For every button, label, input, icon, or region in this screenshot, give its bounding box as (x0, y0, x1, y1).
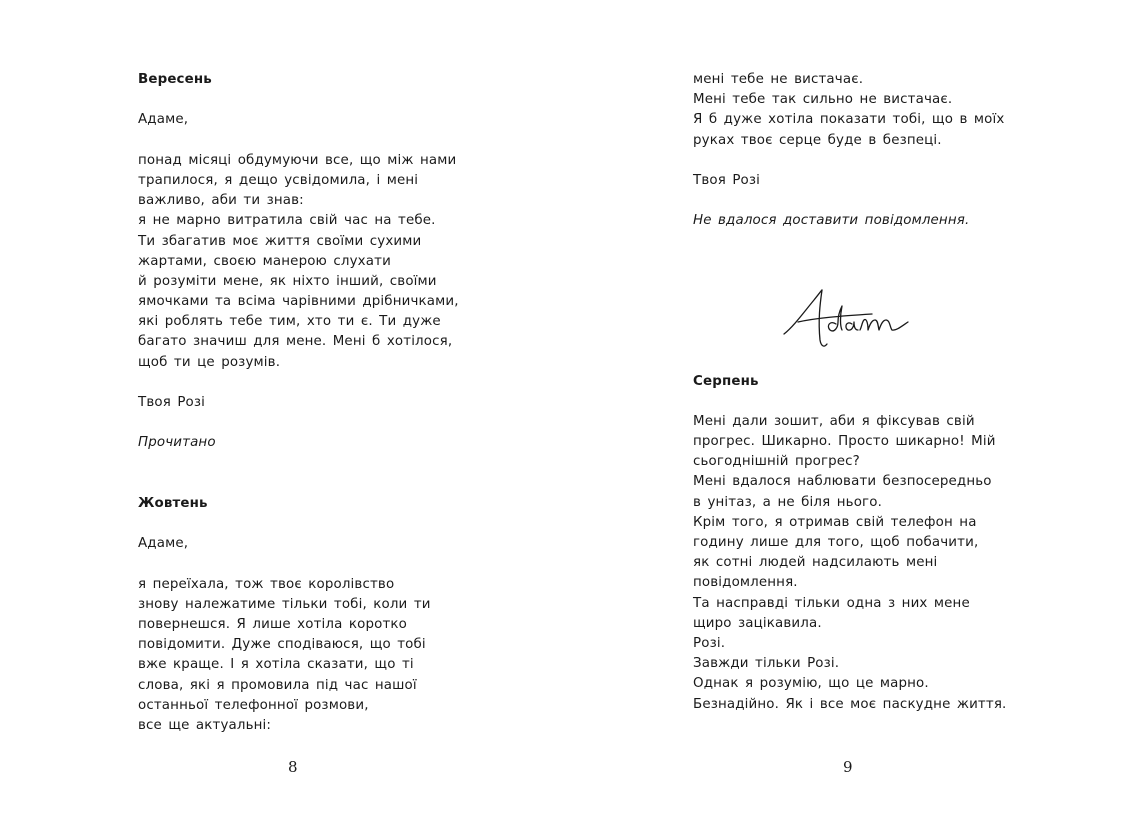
august-body (693, 412, 1023, 715)
right-signoff: Твоя Розі (693, 172, 761, 188)
text-line: Завжди тільки Розі. (693, 656, 840, 672)
page-number-right: 9 (843, 758, 853, 776)
text-line: які роблять тебе тим, хто ти є. Ти дуже (138, 314, 441, 330)
text-line: прогрес. Шикарно. Просто шикарно! Мій (693, 434, 996, 450)
text-line: мені тебе не вистачає. (693, 72, 864, 87)
september-heading: Вересень (138, 72, 212, 87)
letter-continuation (693, 70, 1023, 151)
text-line: Розі. (693, 635, 726, 651)
text-line: годину лише для того, щоб побачити, (693, 535, 979, 550)
text-line: щоб ти це розумів. (138, 354, 281, 370)
text-line: Однак я розумію, що це марно. (693, 676, 929, 692)
adam-signature-image (780, 282, 920, 354)
text-line: багато значиш для мене. Мені б хотілося, (138, 334, 453, 350)
text-line: повідомити. Дуже сподіваюся, що тобі (138, 637, 426, 653)
text-line: Мені тебе так сильно не вистачає. (693, 92, 953, 108)
text-line: сьогоднішній прогрес? (693, 454, 860, 470)
text-line: щиро зацікавила. (693, 615, 822, 631)
text-line: Безнадійно. Як і все моє паскудне життя. (693, 696, 1007, 712)
text-line: Я б дуже хотіла показати тобі, що в моїх (693, 112, 1005, 128)
text-line: понад місяці обдумуючи все, що між нами (138, 152, 457, 168)
text-line: жартами, своєю манерою слухати (138, 253, 391, 269)
text-line: ямочками та всіма чарівними дрібничками, (138, 294, 459, 310)
text-line: повідомлення. (693, 575, 798, 591)
august-heading: Серпень (693, 373, 759, 389)
text-line: в унітаз, а не біля нього. (693, 494, 882, 510)
text-line: важливо, аби ти знав: (138, 193, 304, 209)
text-line: й розуміти мене, як ніхто інший, своїми (138, 273, 437, 289)
text-line: я не марно витратила свій час на тебе. (138, 213, 436, 229)
october-heading: Жовтень (138, 495, 208, 511)
text-line: слова, які я промовила під час нашої (138, 677, 417, 693)
october-body (138, 575, 468, 737)
september-greeting: Адаме, (138, 112, 189, 128)
september-body (138, 151, 468, 373)
right-page (693, 70, 1023, 715)
text-line: Та насправді тільки одна з них мене (693, 595, 970, 611)
text-line: трапилося, я дещо усвідомила, і мені (138, 172, 419, 188)
text-line: Мені дали зошит, аби я фіксував свій (693, 413, 975, 429)
left-page (138, 70, 468, 736)
text-line: я переїхала, тож твоє королівство (138, 576, 395, 592)
text-line: останньої телефонної розмови, (138, 697, 369, 713)
october-greeting: Адаме, (138, 536, 189, 552)
delivery-status: Не вдалося доставити повідомлення. (693, 213, 970, 229)
text-line: вже краще. І я хотіла сказати, що ті (138, 657, 414, 673)
text-line: Ти збагатив моє життя своїми сухими (138, 233, 422, 249)
text-line: як сотні людей надсилають мені (693, 555, 938, 571)
text-line: знову належатиме тільки тобі, коли ти (138, 596, 431, 612)
september-status: Прочитано (138, 435, 216, 451)
text-line: Крім того, я отримав свій телефон на (693, 514, 977, 530)
text-line: все ще актуальні: (138, 718, 272, 733)
text-line: руках твоє серце буде в безпеці. (693, 132, 942, 148)
september-signoff: Твоя Розі (138, 395, 206, 410)
text-line: Мені вдалося наблювати безпосередньо (693, 474, 992, 490)
text-line: повернешся. Я лише хотіла коротко (138, 617, 407, 633)
page-number-left: 8 (288, 758, 298, 776)
